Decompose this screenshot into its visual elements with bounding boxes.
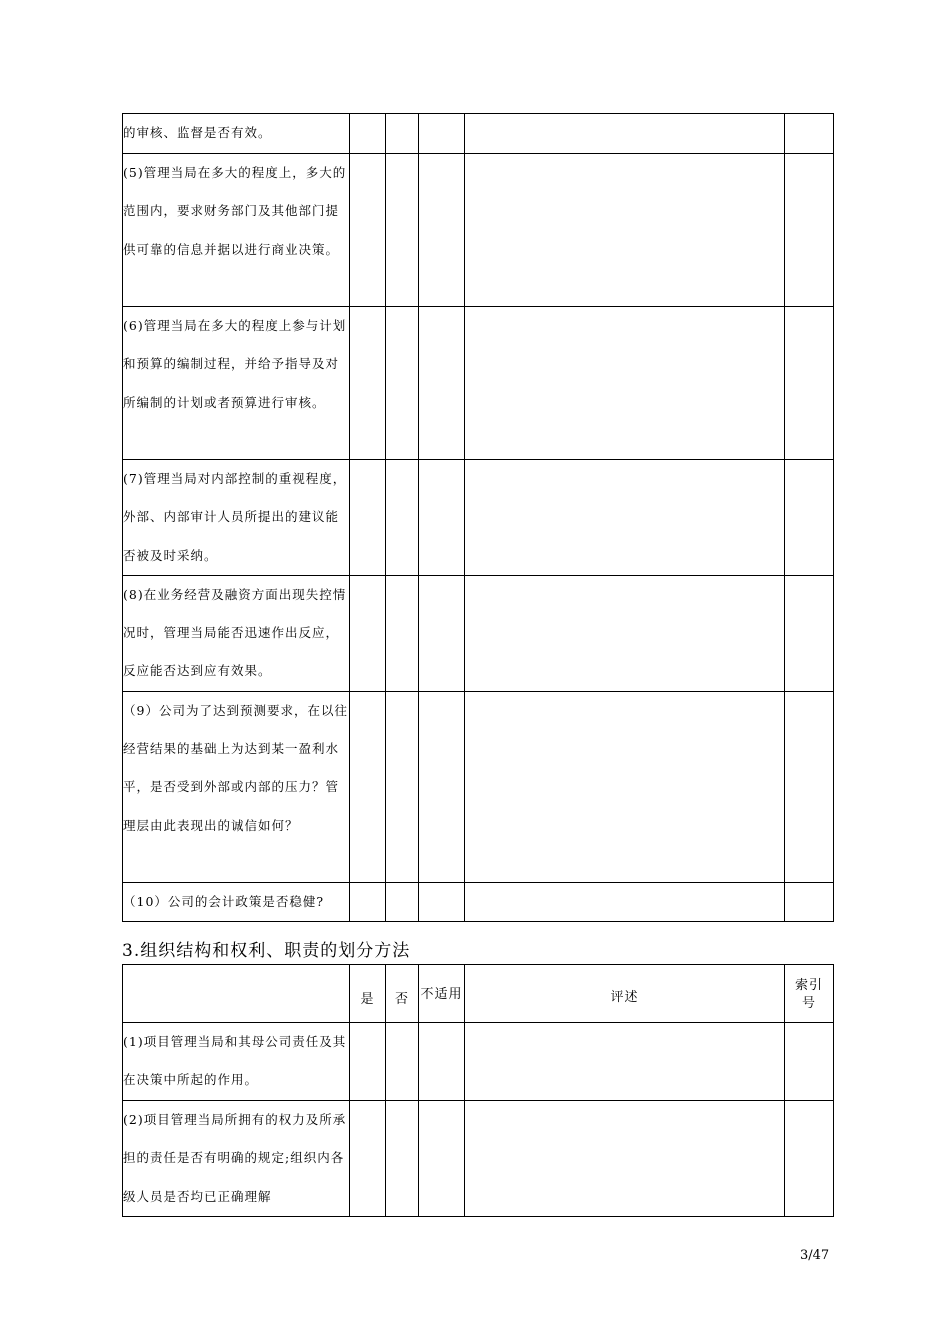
question-cell: 的审核、监督是否有效。 — [123, 114, 350, 154]
table-row — [123, 460, 834, 576]
index-cell[interactable] — [785, 114, 834, 154]
comment-cell[interactable] — [465, 1023, 785, 1101]
no-cell[interactable] — [386, 114, 419, 154]
header-yes: 是 — [350, 965, 386, 1023]
no-cell[interactable] — [386, 1101, 419, 1217]
checklist-table-organization — [122, 964, 834, 1217]
header-index-line2: 号 — [801, 995, 816, 1011]
table-row — [123, 307, 834, 460]
question-cell: (8)在业务经营及融资方面出现失控情况时，管理当局能否迅速作出反应，反应能否达到应有效果。 — [123, 575, 350, 691]
index-cell[interactable] — [785, 691, 834, 882]
yes-cell[interactable] — [350, 1101, 386, 1217]
comment-cell[interactable] — [465, 154, 785, 307]
index-cell[interactable] — [785, 575, 834, 691]
table-header-row — [123, 965, 834, 1023]
table-row — [123, 691, 834, 882]
comment-cell[interactable] — [465, 691, 785, 882]
yes-cell[interactable] — [350, 575, 386, 691]
na-cell[interactable] — [419, 460, 465, 576]
page-number: 3/47 — [800, 1248, 830, 1263]
checklist-table-continued — [122, 113, 834, 922]
no-cell[interactable] — [386, 307, 419, 460]
comment-cell[interactable] — [465, 114, 785, 154]
comment-cell[interactable] — [465, 575, 785, 691]
no-cell[interactable] — [386, 1023, 419, 1101]
table-row — [123, 1101, 834, 1217]
na-cell[interactable] — [419, 307, 465, 460]
table-row — [123, 1023, 834, 1101]
index-cell[interactable] — [785, 307, 834, 460]
header-index — [785, 965, 834, 1023]
question-cell: （9）公司为了达到预测要求，在以往经营结果的基础上为达到某一盈利水平，是否受到外部或内部的压力？管理层由此表现出的诚信如何？ — [123, 691, 350, 882]
header-item-cell — [123, 965, 350, 1023]
header-no: 否 — [386, 965, 419, 1023]
yes-cell[interactable] — [350, 882, 386, 921]
no-cell[interactable] — [386, 882, 419, 921]
na-cell[interactable] — [419, 882, 465, 921]
index-cell[interactable] — [785, 1023, 834, 1101]
no-cell[interactable] — [386, 460, 419, 576]
comment-cell[interactable] — [465, 1101, 785, 1217]
table-row — [123, 154, 834, 307]
index-cell[interactable] — [785, 882, 834, 921]
comment-cell[interactable] — [465, 460, 785, 576]
index-cell[interactable] — [785, 154, 834, 307]
na-cell[interactable] — [419, 575, 465, 691]
header-not-applicable: 不适用 — [419, 965, 465, 1023]
yes-cell[interactable] — [350, 307, 386, 460]
question-cell: (1)项目管理当局和其母公司责任及其在决策中所起的作用。 — [123, 1023, 350, 1101]
no-cell[interactable] — [386, 575, 419, 691]
na-cell[interactable] — [419, 1101, 465, 1217]
no-cell[interactable] — [386, 691, 419, 882]
question-cell: (6)管理当局在多大的程度上参与计划和预算的编制过程，并给予指导及对所编制的计划或者预算进行审核。 — [123, 307, 350, 460]
yes-cell[interactable] — [350, 460, 386, 576]
question-cell: (5)管理当局在多大的程度上，多大的范围内，要求财务部门及其他部门提供可靠的信息并据以进行商业决策。 — [123, 154, 350, 307]
table-row — [123, 575, 834, 691]
yes-cell[interactable] — [350, 114, 386, 154]
header-comment: 评述 — [465, 965, 785, 1023]
no-cell[interactable] — [386, 154, 419, 307]
yes-cell[interactable] — [350, 691, 386, 882]
table-row — [123, 114, 834, 154]
header-index-line1: 索引 — [794, 977, 823, 993]
yes-cell[interactable] — [350, 154, 386, 307]
section-heading: 3.组织结构和权利、职责的划分方法 — [122, 941, 411, 961]
na-cell[interactable] — [419, 1023, 465, 1101]
na-cell[interactable] — [419, 154, 465, 307]
question-cell: (7)管理当局对内部控制的重视程度，外部、内部审计人员所提出的建议能否被及时采纳。 — [123, 460, 350, 576]
comment-cell[interactable] — [465, 307, 785, 460]
na-cell[interactable] — [419, 691, 465, 882]
na-cell[interactable] — [419, 114, 465, 154]
comment-cell[interactable] — [465, 882, 785, 921]
question-cell: (2)项目管理当局所拥有的权力及所承担的责任是否有明确的规定;组织内各级人员是否均已正确理解 — [123, 1101, 350, 1217]
yes-cell[interactable] — [350, 1023, 386, 1101]
table-row — [123, 882, 834, 921]
index-cell[interactable] — [785, 1101, 834, 1217]
question-cell: （10）公司的会计政策是否稳健? — [123, 882, 350, 921]
index-cell[interactable] — [785, 460, 834, 576]
